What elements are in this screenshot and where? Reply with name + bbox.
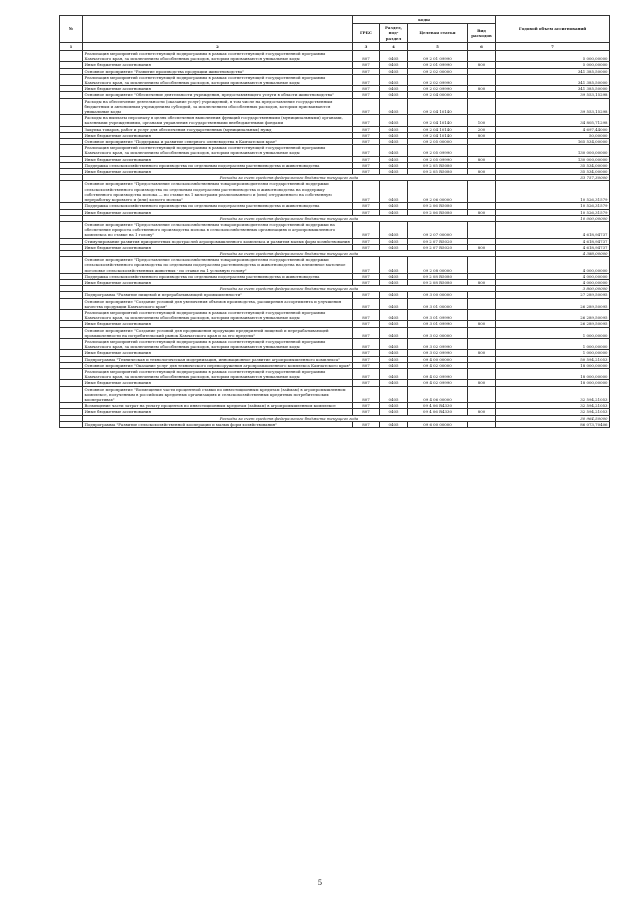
cell-grbs: 807 bbox=[353, 321, 380, 327]
cell-amount: 35 534,00000 bbox=[496, 169, 610, 175]
cell-amount: 1 000,00000 bbox=[496, 350, 610, 356]
header-numbers-row bbox=[60, 42, 610, 50]
cell-target: 09 2 06 00000 bbox=[408, 181, 468, 203]
cell-grbs: 807 bbox=[353, 338, 380, 349]
cell-section: 0405 bbox=[380, 257, 408, 274]
cell-name: Расходы на выплаты персоналу в целях обеспечения выполнения функций государственными (муниципальными) органами, казенными учреждениями, органами управления государственными внебюджетными фондами bbox=[83, 115, 353, 126]
cell-target: 09 4 02 00000 bbox=[408, 362, 468, 368]
cell-grbs: 807 bbox=[353, 238, 380, 244]
cell-amount: 3 800,00000 bbox=[496, 286, 610, 292]
cell-grbs: 807 bbox=[353, 298, 380, 309]
table-row bbox=[60, 257, 610, 274]
cell-amount: 32 594,21053 bbox=[496, 403, 610, 409]
col-num: 4 bbox=[380, 42, 408, 50]
cell-grbs: 807 bbox=[353, 181, 380, 203]
cell-section: 0405 bbox=[380, 115, 408, 126]
table-row bbox=[60, 115, 610, 126]
cell-name: Иные бюджетные ассигнования bbox=[83, 409, 353, 415]
cell-vr: 800 bbox=[468, 279, 496, 285]
cell-name: Возмещение части затрат на уплату процентов по инвестиционным кредитам (займам) в агропромышленном комплексе bbox=[83, 403, 353, 409]
cell-amount: 341 385,50000 bbox=[496, 86, 610, 92]
cell-name: Закупка товаров, работ и услуг для обеспечения государственных (муниципальных) нужд bbox=[83, 126, 353, 132]
cell-num bbox=[60, 181, 83, 203]
header-exp-type: Вид расходов bbox=[468, 24, 496, 43]
cell-target: 09 2 01 09990 bbox=[408, 62, 468, 68]
cell-grbs: 807 bbox=[353, 169, 380, 175]
cell-amount: 4 000,00000 bbox=[496, 257, 610, 274]
cell-name: Подпрограмма "Развитие пищевой и перерабатывающей промышленности" bbox=[83, 292, 353, 298]
cell-amount: 4 618,94737 bbox=[496, 238, 610, 244]
cell-section: 0405 bbox=[380, 350, 408, 356]
col-num: 1 bbox=[60, 42, 83, 50]
subtotal-label: Расходы за счет средств федерального бюджета текущего года bbox=[83, 415, 496, 421]
col-num: 7 bbox=[496, 42, 610, 50]
cell-name: Поддержка сельскохозяйственного производства по отдельным подотраслям растениеводства и животноводства bbox=[83, 203, 353, 209]
cell-target: 09 2 07 R5020 bbox=[408, 244, 468, 250]
cell-section: 0405 bbox=[380, 68, 408, 74]
cell-name: Основное мероприятие "Возмещение части процентной ставки по инвестиционным кредитам (займам) в агропромышленном комплексе, полученным в российских кредитных организациях и сельскохозяйственных кредитных потребительских кооперативах" bbox=[83, 386, 353, 403]
cell-vr: 800 bbox=[468, 244, 496, 250]
table-row bbox=[60, 74, 610, 85]
cell-amount: 4 618,94737 bbox=[496, 244, 610, 250]
budget-table-sheet bbox=[59, 15, 609, 428]
cell-grbs: 807 bbox=[353, 273, 380, 279]
cell-vr bbox=[468, 327, 496, 338]
cell-name: Реализация мероприятий соответствующей подпрограммы в рамках соответствующей государственной программы Камчатского края, за исключением обособленных расходов, которым присваиваются уникальные коды bbox=[83, 74, 353, 85]
cell-grbs: 807 bbox=[353, 62, 380, 68]
cell-amount: 18 000,00000 bbox=[496, 368, 610, 379]
cell-name: Основное мероприятие "Предоставление сельскохозяйственным товаропроизводителям государственной поддержки сельскохозяйственного производства по отдельным подотраслям растениеводства и животноводства на племенное маточное поголовье сельскохозяйственных животных - по ставке на 1 условную голову" bbox=[83, 257, 353, 274]
col-num: 6 bbox=[468, 42, 496, 50]
cell-num bbox=[60, 74, 83, 85]
cell-amount: 50 594,21053 bbox=[496, 356, 610, 362]
cell-section: 0405 bbox=[380, 145, 408, 156]
cell-name: Иные бюджетные ассигнования bbox=[83, 350, 353, 356]
table-row bbox=[60, 309, 610, 320]
cell-name: Иные бюджетные ассигнования bbox=[83, 132, 353, 138]
cell-grbs: 807 bbox=[353, 403, 380, 409]
cell-target: 09 4 00 00000 bbox=[408, 356, 468, 362]
cell-num bbox=[60, 386, 83, 403]
cell-grbs: 807 bbox=[353, 257, 380, 274]
cell-name: Реализация мероприятий соответствующей подпрограммы в рамках соответствующей государственной программы Камчатского края, за исключением обособленных расходов, которым присваиваются уникальные коды bbox=[83, 309, 353, 320]
cell-grbs: 807 bbox=[353, 132, 380, 138]
cell-num bbox=[60, 421, 83, 427]
cell-target: 09 4 02 09990 bbox=[408, 380, 468, 386]
cell-target: 09 6 00 00000 bbox=[408, 421, 468, 427]
cell-section: 0405 bbox=[380, 327, 408, 338]
budget-table bbox=[59, 15, 610, 428]
cell-amount: 26 289,50095 bbox=[496, 321, 610, 327]
header-target: Целевая статья bbox=[408, 24, 468, 43]
cell-vr bbox=[468, 309, 496, 320]
cell-grbs: 807 bbox=[353, 156, 380, 162]
col-num: 5 bbox=[408, 42, 468, 50]
cell-grbs: 807 bbox=[353, 327, 380, 338]
cell-vr bbox=[468, 368, 496, 379]
cell-vr: 800 bbox=[468, 380, 496, 386]
table-row bbox=[60, 181, 610, 203]
table-row bbox=[60, 421, 610, 427]
cell-name: Подпрограмма "Техническая и технологическая модернизация, инновационное развитие агропромышленного комплекса" bbox=[83, 356, 353, 362]
cell-grbs: 807 bbox=[353, 309, 380, 320]
cell-target: 09 2 07 00000 bbox=[408, 221, 468, 238]
cell-section: 0405 bbox=[380, 244, 408, 250]
cell-section: 0405 bbox=[380, 238, 408, 244]
cell-name: Поддержка сельскохозяйственного производства по отдельным подотраслям растениеводства и животноводства bbox=[83, 273, 353, 279]
cell-amount: 26 289,50095 bbox=[496, 309, 610, 320]
cell-vr: 800 bbox=[468, 86, 496, 92]
cell-grbs: 807 bbox=[353, 115, 380, 126]
cell-grbs: 807 bbox=[353, 92, 380, 98]
cell-section: 0405 bbox=[380, 181, 408, 203]
cell-amount: 86 073,70406 bbox=[496, 421, 610, 427]
cell-target: 09 2 01 09990 bbox=[408, 51, 468, 62]
cell-section: 0405 bbox=[380, 279, 408, 285]
subtotal-label: Расходы за счет средств федерального бюджета текущего года bbox=[83, 215, 496, 221]
cell-section: 0405 bbox=[380, 309, 408, 320]
cell-vr: 800 bbox=[468, 209, 496, 215]
cell-amount: 341 385,50000 bbox=[496, 74, 610, 85]
cell-target: 09 2 05 09990 bbox=[408, 145, 468, 156]
table-body bbox=[60, 51, 610, 428]
table-row bbox=[60, 338, 610, 349]
cell-name: Иные бюджетные ассигнования bbox=[83, 321, 353, 327]
cell-amount: 18 000,00000 bbox=[496, 362, 610, 368]
cell-target: 09 3 01 09990 bbox=[408, 321, 468, 327]
cell-section: 0405 bbox=[380, 421, 408, 427]
header-grbs: ГРБС bbox=[353, 24, 380, 43]
cell-name: Реализация мероприятий соответствующей подпрограммы в рамках соответствующей государственной программы Камчатского края, за исключением обособленных расходов, которым присваиваются уникальные коды bbox=[83, 145, 353, 156]
subtotal-label: Расходы за счет средств федерального бюджета текущего года bbox=[83, 175, 496, 181]
cell-target: 09 4 02 09990 bbox=[408, 368, 468, 379]
cell-num bbox=[60, 338, 83, 349]
cell-grbs: 807 bbox=[353, 126, 380, 132]
cell-amount: 4 618,94737 bbox=[496, 221, 610, 238]
table-row bbox=[60, 145, 610, 156]
cell-target: 09 2 05 09990 bbox=[408, 156, 468, 162]
cell-section: 0405 bbox=[380, 169, 408, 175]
cell-num bbox=[60, 221, 83, 238]
cell-section: 0405 bbox=[380, 132, 408, 138]
cell-section: 0405 bbox=[380, 380, 408, 386]
cell-section: 0405 bbox=[380, 62, 408, 68]
cell-grbs: 807 bbox=[353, 244, 380, 250]
cell-name: Основное мероприятие "Предоставление сельскохозяйственным товаропроизводителям государственной поддержки сельскохозяйственного производства по отдельным подотраслям растениеводства и животноводства на поддержку собственного производства молока — по ставке на 1 килограмм реализованного и (или) отгруженного на собственную переработку коровьего и (или) козьего молока" bbox=[83, 181, 353, 203]
col-num: 3 bbox=[353, 42, 380, 50]
cell-grbs: 807 bbox=[353, 209, 380, 215]
cell-target: 09 2 04 10140 bbox=[408, 98, 468, 115]
cell-section: 0405 bbox=[380, 86, 408, 92]
cell-amount: 4 000,00000 bbox=[496, 279, 610, 285]
cell-vr bbox=[468, 421, 496, 427]
cell-target: 09 3 00 00000 bbox=[408, 292, 468, 298]
cell-section: 0405 bbox=[380, 338, 408, 349]
table-row bbox=[60, 221, 610, 238]
cell-section: 0405 bbox=[380, 162, 408, 168]
cell-name: Основное мероприятие "Создание условий для продвижения продукции предприятий пищевой и перерабатывающей промышленности на потребительский рынок Камчатского края и за его пределы" bbox=[83, 327, 353, 338]
cell-section: 0405 bbox=[380, 203, 408, 209]
cell-name: Основное мероприятие "Оказание услуг для технического перевооружения агропромышленного комплекса Камчатского края" bbox=[83, 362, 353, 368]
cell-vr: 100 bbox=[468, 115, 496, 126]
cell-grbs: 807 bbox=[353, 74, 380, 85]
cell-amount: 4 697,44000 bbox=[496, 126, 610, 132]
table-row bbox=[60, 98, 610, 115]
cell-amount: 32 594,21053 bbox=[496, 409, 610, 415]
cell-target: 09 2 05 R5080 bbox=[408, 169, 468, 175]
cell-section: 0405 bbox=[380, 386, 408, 403]
cell-vr: 800 bbox=[468, 321, 496, 327]
cell-section: 0405 bbox=[380, 139, 408, 145]
cell-grbs: 807 bbox=[353, 356, 380, 362]
cell-target: 09 2 02 09990 bbox=[408, 74, 468, 85]
cell-amount: 10 526,31579 bbox=[496, 209, 610, 215]
subtotal-label: Расходы за счет средств федерального бюджета текущего года bbox=[83, 286, 496, 292]
cell-target: 09 2 02 09990 bbox=[408, 86, 468, 92]
cell-vr: 800 bbox=[468, 62, 496, 68]
cell-grbs: 807 bbox=[353, 380, 380, 386]
cell-amount: 33 757,30000 bbox=[496, 175, 610, 181]
cell-num bbox=[60, 145, 83, 156]
cell-target: 09 2 05 00000 bbox=[408, 139, 468, 145]
cell-num bbox=[60, 368, 83, 379]
cell-amount: 26 289,50095 bbox=[496, 298, 610, 309]
col-num: 2 bbox=[83, 42, 353, 50]
cell-num bbox=[60, 98, 83, 115]
cell-grbs: 807 bbox=[353, 368, 380, 379]
cell-num bbox=[60, 298, 83, 309]
header-section: Раздел, под-раздел bbox=[380, 24, 408, 43]
cell-section: 0405 bbox=[380, 409, 408, 415]
table-row bbox=[60, 386, 610, 403]
subtotal-label: Расходы за счет средств федерального бюджета текущего года bbox=[83, 250, 496, 256]
cell-vr bbox=[468, 98, 496, 115]
cell-num bbox=[60, 309, 83, 320]
cell-target: 09 3 01 09990 bbox=[408, 309, 468, 320]
cell-num bbox=[60, 51, 83, 62]
cell-amount: 32 594,21053 bbox=[496, 386, 610, 403]
cell-grbs: 807 bbox=[353, 421, 380, 427]
header-no: № bbox=[60, 16, 83, 43]
cell-name: Иные бюджетные ассигнования bbox=[83, 169, 353, 175]
cell-name: Поддержка сельскохозяйственного производства по отдельным подотраслям растениеводства и животноводства bbox=[83, 162, 353, 168]
cell-amount: 130 000,00000 bbox=[496, 156, 610, 162]
cell-grbs: 807 bbox=[353, 350, 380, 356]
cell-grbs: 807 bbox=[353, 362, 380, 368]
cell-target: 09 4 06 00000 bbox=[408, 386, 468, 403]
cell-section: 0405 bbox=[380, 98, 408, 115]
cell-vr bbox=[468, 298, 496, 309]
cell-grbs: 807 bbox=[353, 221, 380, 238]
cell-target: 09 3 02 09990 bbox=[408, 338, 468, 349]
cell-amount: 27 289,50095 bbox=[496, 292, 610, 298]
header-annual: Годовой объем ассигнований bbox=[496, 16, 610, 43]
cell-target: 09 2 04 10140 bbox=[408, 115, 468, 126]
cell-vr: 800 bbox=[468, 156, 496, 162]
header-name bbox=[83, 16, 353, 43]
cell-name: Основное мероприятие "Создание условий для увеличения объемов производства, расширения ассортимента и улучшения качества продукции Камчатского края" bbox=[83, 298, 353, 309]
cell-num bbox=[60, 327, 83, 338]
cell-section: 0405 bbox=[380, 273, 408, 279]
cell-name: Иные бюджетные ассигнования bbox=[83, 279, 353, 285]
cell-amount: 10 000,00000 bbox=[496, 215, 610, 221]
table-row bbox=[60, 368, 610, 379]
cell-name: Иные бюджетные ассигнования bbox=[83, 86, 353, 92]
cell-target: 09 2 08 00000 bbox=[408, 257, 468, 274]
cell-amount: 341 385,50000 bbox=[496, 68, 610, 74]
cell-vr bbox=[468, 386, 496, 403]
cell-name: Иные бюджетные ассигнования bbox=[83, 244, 353, 250]
cell-section: 0405 bbox=[380, 92, 408, 98]
cell-target: 09 2 08 R5080 bbox=[408, 279, 468, 285]
cell-amount: 34 805,71298 bbox=[496, 115, 610, 126]
cell-vr bbox=[468, 221, 496, 238]
cell-vr bbox=[468, 181, 496, 203]
cell-section: 0405 bbox=[380, 298, 408, 309]
table-row bbox=[60, 327, 610, 338]
cell-grbs: 807 bbox=[353, 98, 380, 115]
cell-target: 09 2 06 R5080 bbox=[408, 203, 468, 209]
cell-section: 0405 bbox=[380, 321, 408, 327]
page-number: 5 bbox=[317, 879, 323, 887]
cell-target: 09 2 02 00000 bbox=[408, 68, 468, 74]
cell-amount: 10 526,31579 bbox=[496, 181, 610, 203]
cell-target: 09 4 06 R4330 bbox=[408, 409, 468, 415]
cell-amount: 130 000,00000 bbox=[496, 145, 610, 156]
cell-grbs: 807 bbox=[353, 68, 380, 74]
cell-amount: 50,00000 bbox=[496, 132, 610, 138]
header-codes: коды bbox=[353, 16, 496, 24]
cell-vr: 800 bbox=[468, 350, 496, 356]
cell-vr bbox=[468, 338, 496, 349]
cell-name: Реализация мероприятий соответствующей подпрограммы в рамках соответствующей государственной программы Камчатского края, за исключением обособленных расходов, которым присваиваются уникальные коды bbox=[83, 338, 353, 349]
cell-vr bbox=[468, 257, 496, 274]
cell-target: 09 2 04 10140 bbox=[408, 126, 468, 132]
cell-vr bbox=[468, 74, 496, 85]
cell-amount: 5 000,00000 bbox=[496, 51, 610, 62]
cell-name: Иные бюджетные ассигнования bbox=[83, 156, 353, 162]
cell-amount: 1 000,00000 bbox=[496, 327, 610, 338]
cell-amount: 4 388,00000 bbox=[496, 250, 610, 256]
cell-section: 0405 bbox=[380, 368, 408, 379]
cell-target: 09 2 04 10140 bbox=[408, 132, 468, 138]
cell-vr bbox=[468, 51, 496, 62]
cell-vr: 200 bbox=[468, 126, 496, 132]
cell-target: 09 2 05 R5080 bbox=[408, 162, 468, 168]
cell-vr: 800 bbox=[468, 409, 496, 415]
cell-name: Подпрограмма "Развитие сельскохозяйственной кооперации и малых форм хозяйствования" bbox=[83, 421, 353, 427]
cell-target: 09 2 04 00000 bbox=[408, 92, 468, 98]
cell-grbs: 807 bbox=[353, 386, 380, 403]
cell-section: 0405 bbox=[380, 221, 408, 238]
cell-section: 0405 bbox=[380, 51, 408, 62]
cell-target: 09 2 06 R5080 bbox=[408, 209, 468, 215]
cell-amount: 18 000,00000 bbox=[496, 380, 610, 386]
cell-vr: 800 bbox=[468, 132, 496, 138]
cell-section: 0405 bbox=[380, 362, 408, 368]
cell-grbs: 807 bbox=[353, 51, 380, 62]
cell-grbs: 807 bbox=[353, 203, 380, 209]
cell-num bbox=[60, 115, 83, 126]
cell-section: 0405 bbox=[380, 74, 408, 85]
table-row bbox=[60, 51, 610, 62]
cell-name: Иные бюджетные ассигнования bbox=[83, 380, 353, 386]
cell-amount: 4 000,00000 bbox=[496, 273, 610, 279]
cell-name: Иные бюджетные ассигнования bbox=[83, 62, 353, 68]
cell-target: 09 3 02 09990 bbox=[408, 350, 468, 356]
cell-name: Основное мероприятие "Обеспечение деятельности учреждения, предоставляющего услуги в области животноводства" bbox=[83, 92, 353, 98]
cell-target: 09 2 08 R5080 bbox=[408, 273, 468, 279]
cell-section: 0405 bbox=[380, 156, 408, 162]
cell-amount: 165 534,00000 bbox=[496, 139, 610, 145]
cell-amount: 30 964,50000 bbox=[496, 415, 610, 421]
cell-section: 0405 bbox=[380, 403, 408, 409]
cell-amount: 1 000,00000 bbox=[496, 338, 610, 349]
cell-target: 09 2 07 R5020 bbox=[408, 238, 468, 244]
cell-section: 0405 bbox=[380, 356, 408, 362]
cell-grbs: 807 bbox=[353, 292, 380, 298]
cell-grbs: 807 bbox=[353, 86, 380, 92]
cell-amount: 5 000,00000 bbox=[496, 62, 610, 68]
cell-name: Реализация мероприятий соответствующей подпрограммы в рамках соответствующей государственной программы Камчатского края, за исключением обособленных расходов, которым присваиваются уникальные коды bbox=[83, 368, 353, 379]
cell-num bbox=[60, 257, 83, 274]
cell-target: 09 3 02 00000 bbox=[408, 327, 468, 338]
cell-name: Основное мероприятие "Поддержка и развитие северного оленеводства в Камчатском крае" bbox=[83, 139, 353, 145]
cell-name: Стимулирование развития приоритетных подотраслей агропромышленного комплекса и развития малых форм хозяйствования bbox=[83, 238, 353, 244]
cell-section: 0405 bbox=[380, 292, 408, 298]
cell-name: Основное мероприятие "Предоставление сельскохозяйственным товаропроизводителям государственной поддержки на обеспечение прироста собственного производства молока в сельскохозяйственных организациях и агропромышленного комплекса по ставке на 1 голову" bbox=[83, 221, 353, 238]
cell-vr bbox=[468, 145, 496, 156]
cell-name: Иные бюджетные ассигнования bbox=[83, 209, 353, 215]
cell-grbs: 807 bbox=[353, 145, 380, 156]
cell-grbs: 807 bbox=[353, 409, 380, 415]
cell-grbs: 807 bbox=[353, 139, 380, 145]
cell-amount: 10 526,31579 bbox=[496, 203, 610, 209]
cell-amount: 39 553,15298 bbox=[496, 92, 610, 98]
cell-amount: 39 553,15298 bbox=[496, 98, 610, 115]
cell-target: 09 4 06 R4330 bbox=[408, 403, 468, 409]
cell-name: Основное мероприятие "Развитие производства продукции животноводства" bbox=[83, 68, 353, 74]
cell-name: Расходы на обеспечение деятельности (оказание услуг) учреждений, в том числе на предоставление государственным бюджетным и автономным учреждениям субсидий, за исключением обособленных расходов, которым присваиваются уникальные коды bbox=[83, 98, 353, 115]
table-row bbox=[60, 298, 610, 309]
cell-grbs: 807 bbox=[353, 279, 380, 285]
cell-amount: 35 534,00000 bbox=[496, 162, 610, 168]
cell-section: 0405 bbox=[380, 209, 408, 215]
cell-name: Реализация мероприятий соответствующей подпрограммы в рамках соответствующей государственной программы Камчатского края, за исключением обособленных расходов, которым присваиваются уникальные коды bbox=[83, 51, 353, 62]
cell-grbs: 807 bbox=[353, 162, 380, 168]
cell-section: 0405 bbox=[380, 126, 408, 132]
cell-vr: 800 bbox=[468, 169, 496, 175]
cell-target: 09 3 01 00000 bbox=[408, 298, 468, 309]
